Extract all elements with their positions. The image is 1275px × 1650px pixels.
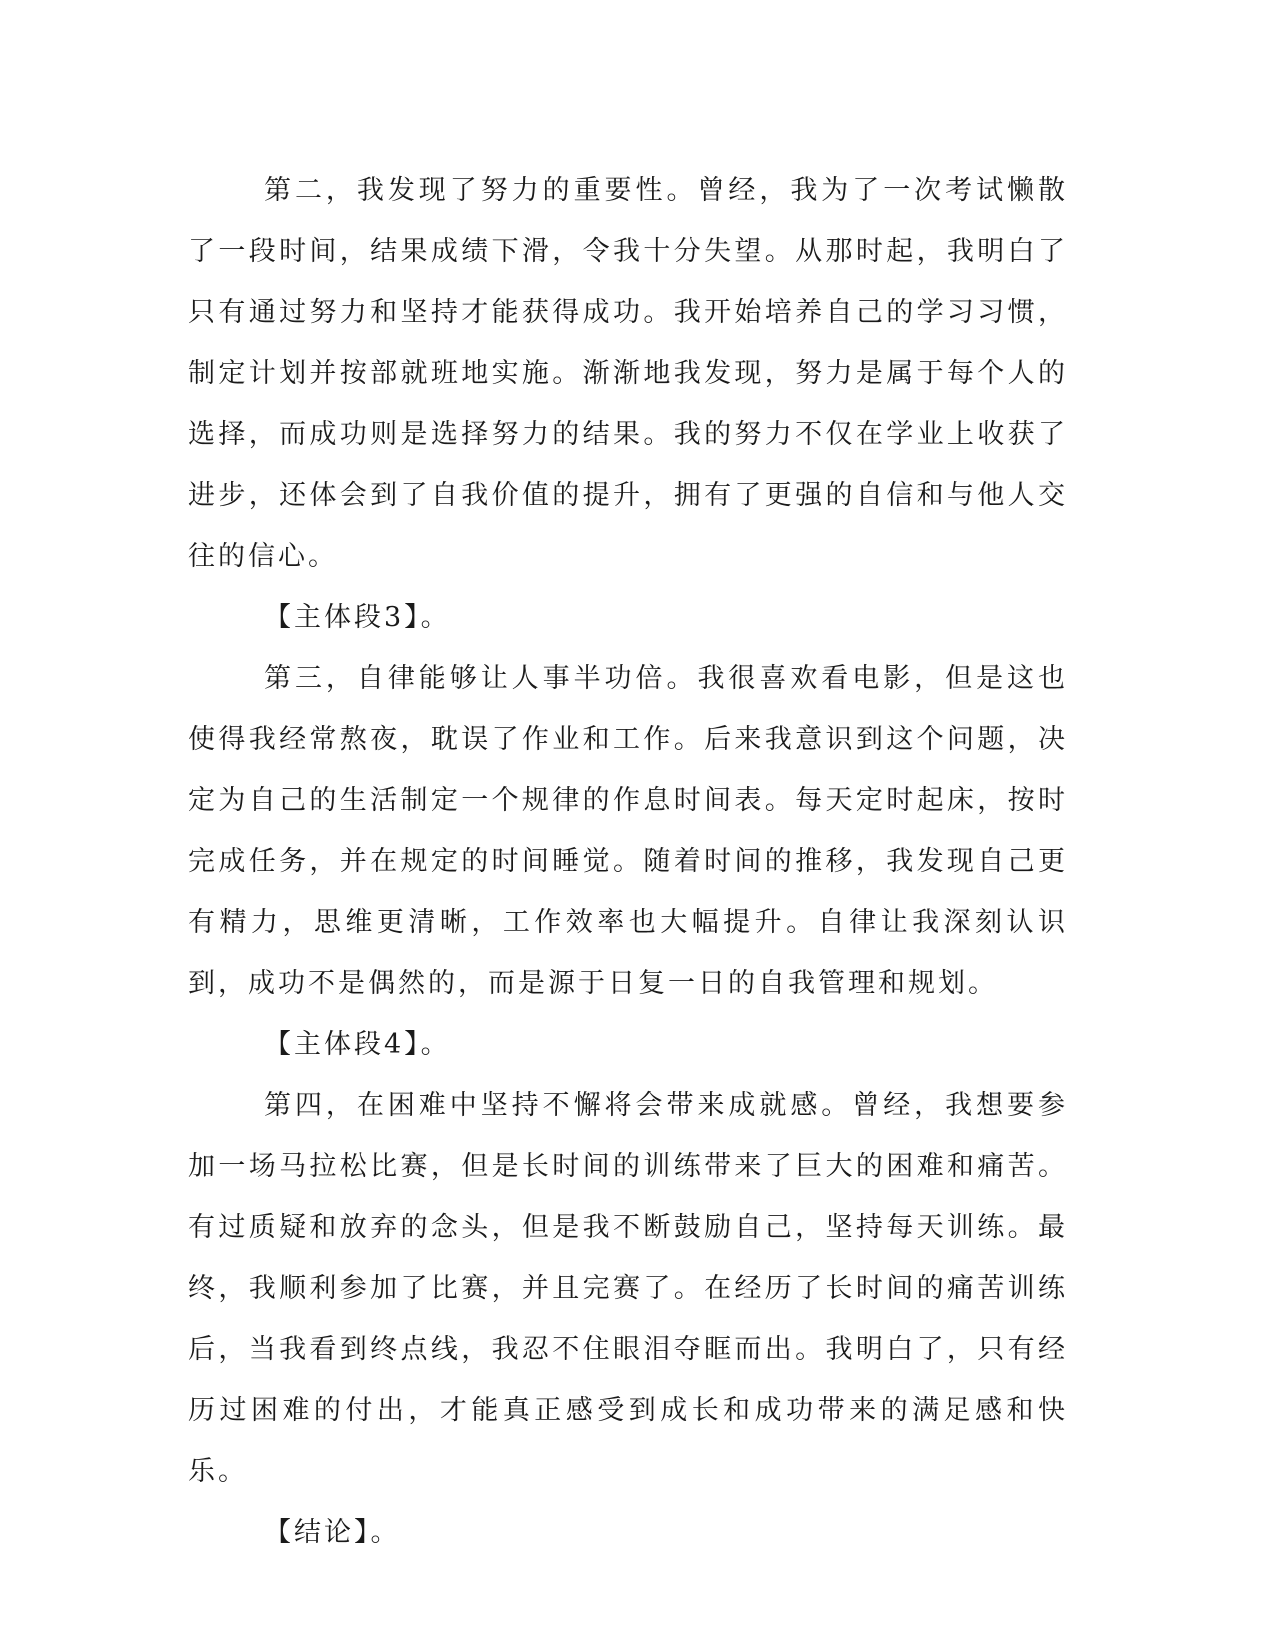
section-heading-conclusion: 【结论】。 [264,1517,401,1548]
paragraph-body-3: 第三，自律能够让人事半功倍。我很喜欢看电影，但是这也使得我经常熬夜，耽误了作业和工作。后来我意识到这个问题，决定为自己的生活制定一个规律的作息时间表。每天定时起床，按时完成任务，并在规定的时间睡觉。随着时间的推移，我发现自己更有精力，思维更清晰，工作效率也大幅提升。自律让我深刻认识到，成功不是偶然的，而是源于日复一日的自我管理和规划。 [188,663,1068,999]
paragraph-body-4: 第四，在困难中坚持不懈将会带来成就感。曾经，我想要参加一场马拉松比赛，但是长时间的训练带来了巨大的困难和痛苦。有过质疑和放弃的念头，但是我不断鼓励自己，坚持每天训练。最终，我顺利参加了比赛，并且完赛了。在经历了长时间的痛苦训练后，当我看到终点线，我忍不住眼泪夺眶而出。我明白了，只有经历过困难的付出，才能真正感受到成长和成功带来的满足感和快乐。 [188,1090,1068,1487]
document-body [188,160,1068,1563]
section-heading-body-3: 【主体段3】。 [264,602,451,633]
paragraph-body-2: 第二，我发现了努力的重要性。曾经，我为了一次考试懒散了一段时间，结果成绩下滑，令我十分失望。从那时起，我明白了只有通过努力和坚持才能获得成功。我开始培养自己的学习习惯，制定计划并按部就班地实施。渐渐地我发现，努力是属于每个人的选择，而成功则是选择努力的结果。我的努力不仅在学业上收获了进步，还体会到了自我价值的提升，拥有了更强的自信和与他人交往的信心。 [188,175,1068,572]
section-heading-body-4: 【主体段4】。 [264,1029,451,1060]
